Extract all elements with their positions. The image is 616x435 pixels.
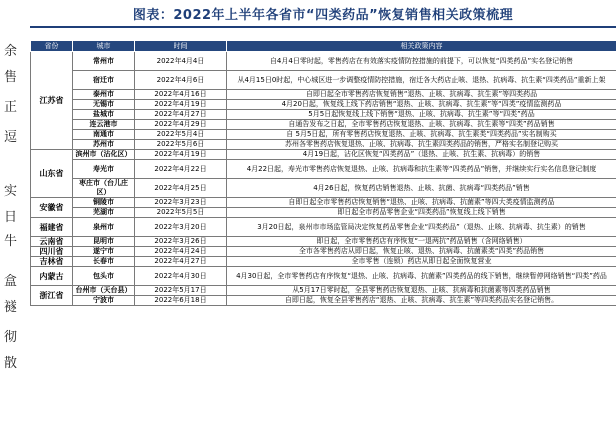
left-strip-char: 襚 (4, 300, 18, 315)
province-cell: 内蒙古 (31, 267, 73, 286)
date-cell: 2022年3月20日 (135, 218, 227, 237)
city-cell: 宿迁市 (73, 71, 135, 90)
table-row (31, 296, 616, 306)
city-cell: 宁波市 (73, 296, 135, 306)
policy-cell: 即日起，全市零售药店有序恢复“一退两抗”药品销售（含网络销售） (227, 237, 616, 247)
title-divider (30, 26, 616, 28)
policy-table (30, 40, 616, 306)
city-cell: 芜湖市 (73, 208, 135, 218)
policy-cell: 自即日起，恢复全县零售药店“退热、止咳、抗病毒、抗生素”等四类药品实名登记销售。 (227, 296, 616, 306)
table-row (31, 179, 616, 198)
policy-cell: 自4月4日零时起，零售药店在有效落实疫情防控措施的前提下，可以恢复“四类药品”实名登记销售 (227, 52, 616, 71)
date-cell: 2022年4月19日 (135, 100, 227, 110)
policy-cell: 从4月15日0时起，中心城区进一步调整疫情防控措施，宿迁各大药店止咳、退热、抗病毒、抗生素“四类药品”重新上架 (227, 71, 616, 90)
date-cell: 2022年5月6日 (135, 140, 227, 150)
date-cell: 2022年4月30日 (135, 267, 227, 286)
policy-cell: 4月20日起，恢复线上线下药店销售“退热、止咳、抗病毒、抗生素”等“四类”疫情监测药品 (227, 100, 616, 110)
table-row (31, 110, 616, 120)
city-cell: 遂宁市 (73, 247, 135, 257)
date-cell: 2022年3月26日 (135, 237, 227, 247)
policy-cell: 4月26日起，恢复药店销售退热、止咳、抗菌、抗病毒“四类药品”销售 (227, 179, 616, 198)
table-body (31, 52, 616, 306)
page-title: 图表：2022年上半年各省市“四类药品”恢复销售相关政策梳理 (132, 8, 514, 23)
policy-cell: 自 5月5日起，所有零售药店恢复退热、止咳、抗病毒、抗生素类“四类药品”实名制购买 (227, 130, 616, 140)
city-cell: 铜陵市 (73, 198, 135, 208)
left-strip-char: 牛 (4, 234, 18, 249)
province-cell: 安徽省 (31, 198, 73, 218)
table-row (31, 100, 616, 110)
date-cell: 2022年4月4日 (135, 52, 227, 71)
city-cell: 无锡市 (73, 100, 135, 110)
city-cell: 昆明市 (73, 237, 135, 247)
left-strip-char: 散 (4, 356, 18, 371)
city-cell: 苏州市 (73, 140, 135, 150)
city-cell: 盐城市 (73, 110, 135, 120)
province-cell: 四川省 (31, 247, 73, 257)
left-strip-char: 正 (4, 100, 18, 115)
date-cell: 2022年4月6日 (135, 71, 227, 90)
date-cell: 2022年4月24日 (135, 247, 227, 257)
left-cropped-text (0, 0, 30, 435)
province-cell: 吉林省 (31, 257, 73, 267)
policy-cell: 自即日起全市零售药店恢复销售“退热、止咳、抗病毒、抗菌素”等四大类疫情监测药品 (227, 198, 616, 208)
city-cell: 长春市 (73, 257, 135, 267)
policy-cell: 4月22日起，寿光市零售药店恢复退热、止咳、抗病毒和抗生素等“四类药品”销售，并继续实行实名信息登记制度 (227, 160, 616, 179)
province-cell: 浙江省 (31, 286, 73, 306)
header-city: 城市 (73, 41, 135, 52)
table-row (31, 160, 616, 179)
table-row (31, 257, 616, 267)
date-cell: 2022年4月29日 (135, 120, 227, 130)
table-row (31, 71, 616, 90)
table-row (31, 150, 616, 160)
header-policy: 相关政策内容 (227, 41, 616, 52)
policy-cell: 4月19日起，沾化区恢复“四类药品”（退热、止咳、抗生素、抗病毒）的销售 (227, 150, 616, 160)
date-cell: 2022年4月27日 (135, 257, 227, 267)
city-cell: 泰州市 (73, 90, 135, 100)
policy-cell: 4月30日起，全市零售药店有序恢复“退热、止咳、抗病毒、抗菌素”四类药品的线下销售，继续暂停网络销售“四类”药品 (227, 267, 616, 286)
date-cell: 2022年3月23日 (135, 198, 227, 208)
policy-cell: 苏州各零售药店恢复退热、止咳、抗病毒、抗生素四类药品的销售，严格实名制登记购买 (227, 140, 616, 150)
table-row (31, 90, 616, 100)
table-row (31, 267, 616, 286)
policy-cell: 3月20日起，泉州市市场监管局决定恢复药品零售企业“四类药品”（退热、止咳、抗病毒、抗生素）的销售 (227, 218, 616, 237)
date-cell: 2022年4月25日 (135, 179, 227, 198)
table-row (31, 120, 616, 130)
table-row (31, 140, 616, 150)
left-strip-char: 实 (4, 184, 18, 199)
city-cell: 滨州市（沾化区） (73, 150, 135, 160)
province-cell: 云南省 (31, 237, 73, 247)
policy-cell: 自通告发布之日起，全市零售药店恢复退热、止咳、抗病毒、抗生素等“四类”药品销售 (227, 120, 616, 130)
province-cell: 福建省 (31, 218, 73, 237)
table-row (31, 218, 616, 237)
date-cell: 2022年5月5日 (135, 208, 227, 218)
date-cell: 2022年4月27日 (135, 110, 227, 120)
left-strip-char: 盒 (4, 274, 18, 289)
city-cell: 泉州市 (73, 218, 135, 237)
table-row (31, 52, 616, 71)
table-row (31, 247, 616, 257)
date-cell: 2022年5月4日 (135, 130, 227, 140)
table-row (31, 237, 616, 247)
header-date: 时间 (135, 41, 227, 52)
city-cell: 包头市 (73, 267, 135, 286)
date-cell: 2022年4月22日 (135, 160, 227, 179)
left-strip-char: 售 (4, 70, 18, 85)
policy-cell: 从5月17日零时起，全县零售药店恢复退热、止咳、抗病毒和抗菌素等四类药品销售 (227, 286, 616, 296)
date-cell: 2022年6月18日 (135, 296, 227, 306)
policy-cell: 5月5日起恢复线上线下销售“退热、止咳、抗病毒、抗生素”等“四类”药品 (227, 110, 616, 120)
left-strip-char: 日 (4, 210, 18, 225)
policy-cell: 自即日起全市零售药店恢复销售“退热、止咳、抗病毒、抗生素”等四类药品 (227, 90, 616, 100)
table-row (31, 198, 616, 208)
policy-cell: 即日起全市药品零售企业“四类药品”恢复线上线下销售 (227, 208, 616, 218)
table-row (31, 208, 616, 218)
header-province: 省份 (31, 41, 73, 52)
city-cell: 枣庄市（台儿庄区） (73, 179, 135, 198)
city-cell: 台州市（天台县） (73, 286, 135, 296)
province-cell: 江苏省 (31, 52, 73, 150)
province-cell: 山东省 (31, 150, 73, 198)
date-cell: 2022年5月17日 (135, 286, 227, 296)
city-cell: 常州市 (73, 52, 135, 71)
city-cell: 连云港市 (73, 120, 135, 130)
city-cell: 寿光市 (73, 160, 135, 179)
table-row (31, 286, 616, 296)
date-cell: 2022年4月19日 (135, 150, 227, 160)
policy-cell: 全市零售（连锁）药店从即日起全面恢复营业 (227, 257, 616, 267)
left-strip-char: 余 (4, 44, 18, 59)
left-strip-char: 彻 (4, 330, 18, 345)
table-row (31, 130, 616, 140)
date-cell: 2022年4月16日 (135, 90, 227, 100)
table-header-row (31, 41, 616, 52)
policy-cell: 全市各零售药店从即日起，恢复止咳、退热、抗病毒、抗菌素类“四类”药品销售 (227, 247, 616, 257)
city-cell: 南通市 (73, 130, 135, 140)
left-strip-char: 逗 (4, 130, 18, 145)
